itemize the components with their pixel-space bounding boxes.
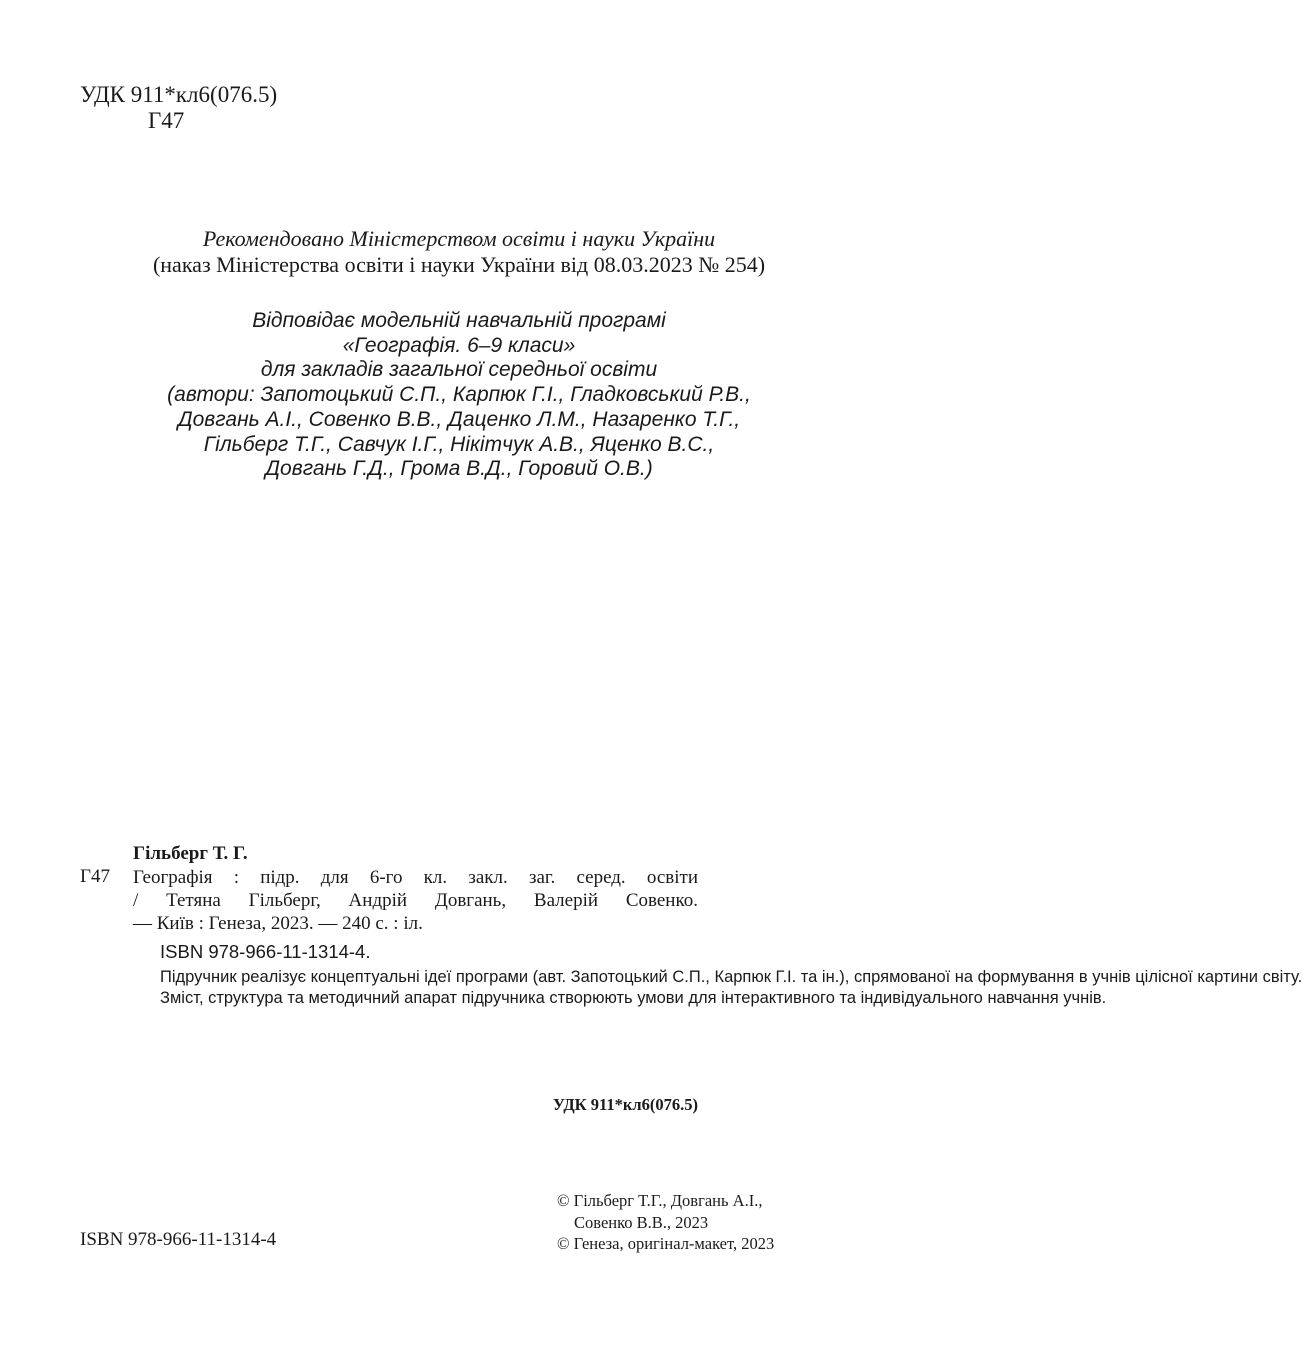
copyright-line: © Гільберг Т.Г., Довгань А.І.,: [557, 1191, 763, 1210]
card-isbn: ISBN 978-966-11-1314-4.: [160, 941, 371, 962]
program-line: (автори: Запотоцький С.П., Карпюк Г.І., Гладковський Р.В.,: [167, 383, 751, 407]
copyright-line: © Генеза, оригінал-макет, 2023: [557, 1234, 775, 1253]
order-line: (наказ Міністерства освіти і науки України від 08.03.2023 № 254): [152, 252, 766, 277]
udk-header: [80, 82, 277, 134]
card-code: Г47: [80, 866, 110, 887]
card-publisher-line: — Київ : Генеза, 2023. — 240 с. : іл.: [133, 913, 423, 934]
card-udk: УДК 911*кл6(076.5): [552, 1095, 698, 1114]
author-mark: Г47: [148, 108, 185, 133]
program-line: Довгань Г.Д., Грома В.Д., Горовий О.В.): [265, 457, 653, 481]
program-line: «Географія. 6–9 класи»: [342, 333, 576, 357]
card-description: [133, 866, 698, 935]
card-title-line: Географія : підр. для 6-го кл. закл. заг. серед. освіти: [133, 867, 698, 888]
card-authors-line: / Тетяна Гільберг, Андрій Довгань, Валерій Совенко.: [133, 890, 698, 911]
copyright-block: [557, 1190, 774, 1255]
program-line: Довгань А.І., Совенко В.В., Даценко Л.М., Назаренко Т.Г.,: [177, 407, 741, 431]
udk-code: УДК 911*кл6(076.5): [80, 82, 278, 107]
program-block: [0, 309, 918, 482]
abstract-paragraph: Зміст, структура та методичний апарат підручника створюють умови для інтерактивного та індивідуального навчання учнів.: [160, 988, 1107, 1007]
recommendation-line: Рекомендовано Міністерством освіти і науки України: [202, 226, 716, 251]
abstract-paragraph: Підручник реалізує концептуальні ідеї програми (авт. Запотоцький С.П., Карпюк Г.І. та ін.), спрямованої на формування в учнів цілісної картини світу.: [160, 968, 1302, 986]
card-abstract: [133, 967, 1302, 1008]
card-author: Гільберг Т. Г.: [133, 843, 248, 864]
recommendation-block: [0, 226, 918, 278]
program-line: Відповідає модельній навчальній програмі: [252, 309, 666, 332]
copyright-line: Совенко В.В., 2023: [574, 1212, 709, 1232]
program-line: Гільберг Т.Г., Савчук І.Г., Нікітчук А.В., Яценко В.С.,: [203, 432, 715, 456]
isbn-bottom: ISBN 978-966-11-1314-4: [80, 1229, 277, 1250]
program-line: для закладів загальної середньої освіти: [260, 358, 658, 382]
